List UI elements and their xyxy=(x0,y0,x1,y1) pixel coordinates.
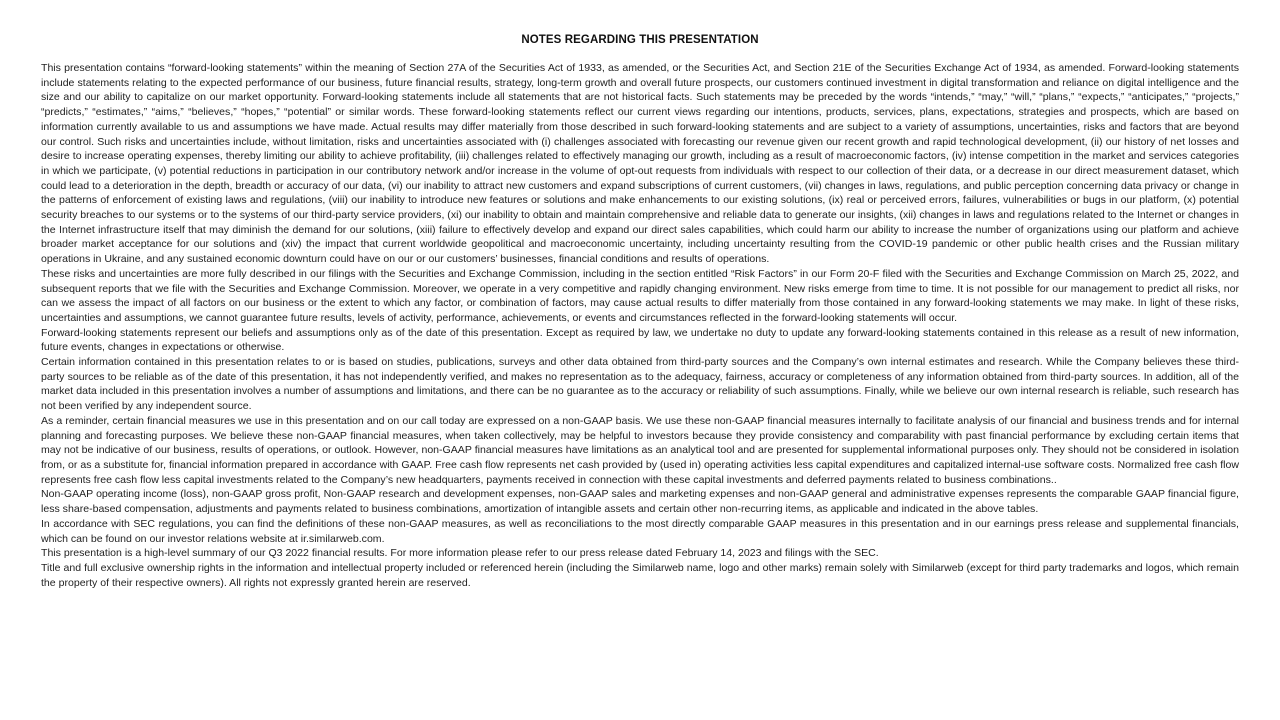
page-title: NOTES REGARDING THIS PRESENTATION xyxy=(521,34,759,46)
third-party-data-paragraph: Certain information contained in this presentation relates to or is based on studies, publications, surveys and other data obtained from third-party sources and the Company’s own internal estimates and research. While the Company believes these third-party sources to be reliable as of the date of this presentation, it has not independently verified, and makes no representation as to the adequacy, fairness, accuracy or completeness of any information obtained from third-party sources. In addition, all of the market data included in this presentation involves a number of assumptions and limitations, and there can be no guarantee as to the accuracy or reliability of such assumptions. Finally, while we believe our own internal research is reliable, such research has not been verified by any independent source. xyxy=(41,356,1239,413)
ownership-rights-paragraph: Title and full exclusive ownership rights in the information and intellectual property included or referenced herein (including the Similarweb name, logo and other marks) remain solely with Similarweb (except for third party trademarks and logos, which remain the property of their respective owners). All rights not expressly granted herein are reserved. xyxy=(41,561,1239,589)
non-gaap-reminder-paragraph: As a reminder, certain financial measures we use in this presentation and on our call today are expressed on a non-GAAP basis. We use these non-GAAP financial measures internally to facilitate analysis of our financial and business trends and for internal planning and forecasting purposes. We believe these non-GAAP financial measures, when taken collectively, may be helpful to investors because they provide consistency and comparability with past financial performance by excluding certain items that may not be indicative of our business, results of operations, or outlook. However, non-GAAP financial measures have limitations as an analytical tool and are presented for supplemental informational purposes only. They should not be considered in isolation from, or as a substitute for, financial information prepared in accordance with GAAP. Free cash flow represents net cash provided by (used in) operating activities less capital expenditures and capitalized internal-use software costs. Normalized free cash flow represents free cash flow less capital investments related to the Company’s new headquarters, payments received in connection with these capital investments and deferred payments related to business combinations.. xyxy=(41,414,1239,486)
non-gaap-definitions-paragraph: Non-GAAP operating income (loss), non-GAAP gross profit, Non-GAAP research and development expenses, non-GAAP sales and marketing expenses and non-GAAP general and administrative expenses represents the comparable GAAP financial figure, less share-based compensation, adjustments and payments related to business combinations, amortization of intangible assets and certain other non-recurring items, as applicable and indicated in the above tables. xyxy=(41,488,1239,516)
beliefs-assumptions-paragraph: Forward-looking statements represent our beliefs and assumptions only as of the date of this presentation. Except as required by law, we undertake no duty to update any forward-looking statements contained in this release as a result of new information, future events, changes in expectations or otherwise. xyxy=(41,326,1239,354)
forward-looking-statements-paragraph: This presentation contains “forward-looking statements” within the meaning of Section 27A of the Securities Act of 1933, as amended, or the Securities Act, and Section 21E of the Securities Exchange Act of 1934, as amended. Forward-looking statements include statements relating to the expected performance of our business, future financial results, strategy, long-term growth and overall future prospects, our customers continued investment in digital transformation and reliance on digital intelligence and the size and our ability to capitalize on our market opportunity. Forward-looking statements include all statements that are not historical facts. Such statements may be preceded by the words “intends,” “may,” “will,” “plans,” “expects,” “anticipates,” “projects,” “predicts,” “estimates,” “aims,” “believes,” “hopes,” “potential” or similar words. These forward-looking statements reflect our current views regarding our intentions, products, services, plans, expectations, strategies and prospects, which are based on information currently available to us and assumptions we have made. Actual results may differ materially from those described in such forward-looking statements and are subject to a variety of assumptions, uncertainties, risks and factors that are beyond our control. Such risks and uncertainties include, without limitation, risks and uncertainties associated with (i) challenges associated with forecasting our revenue given our recent growth and rapid technological development, (ii) our history of net losses and desire to increase operating expenses, thereby limiting our ability to achieve profitability, (iii) challenges related to effectively managing our growth, including as a result of macroeconomic factors, (iv) intense competition in the market and services categories in which we participate, (v) potential reductions in participation in our contributory network and/or increase in the volume of opt-out requests from individuals with respect to our collection of their data, or a decrease in our direct measurement dataset, which could lead to a deterioration in the depth, breadth or accuracy of our data, (vi) our inability to attract new customers and expand subscriptions of current customers, (vii) changes in laws, regulations, and public perception concerning data privacy or change in the patterns of enforcement of existing laws and regulations, (viii) our inability to introduce new features or solutions and make enhancements to our existing solutions, (ix) real or perceived errors, failures, vulnerabilities or bugs in our platform, (x) potential security breaches to our systems or to the systems of our third-party service providers, (xi) our inability to obtain and maintain comprehensive and reliable data to generate our insights, (xii) changes in laws and regulations related to the Internet or changes in the Internet infrastructure itself that may diminish the demand for our solutions, (xiii) failure to effectively develop and expand our direct sales capabilities, which could harm our ability to increase the number of organizations using our platform and achieve broader market acceptance for our solutions and (xiv) the impact that current worldwide geopolitical and macroeconomic uncertainty, including uncertainty resulting from the COVID-19 pandemic or other public health crises and the Russian military operations in Ukraine, and any sustained economic downturn could have on our or our customers’ businesses, financial conditions and results of operations. xyxy=(41,62,1239,266)
summary-paragraph: This presentation is a high-level summary of our Q3 2022 financial results. For more information please refer to our press release dated February 14, 2023 and filings with the SEC. xyxy=(41,547,879,560)
sec-regulations-paragraph: In accordance with SEC regulations, you can find the definitions of these non-GAAP measures, as well as reconciliations to the most directly comparable GAAP measures in this presentation and in our earnings press release and supplemental financials, which can be found on our investor relations website at ir.similarweb.com. xyxy=(41,517,1239,545)
risk-filings-paragraph: These risks and uncertainties are more fully described in our filings with the Securities and Exchange Commission, including in the section entitled “Risk Factors” in our Form 20-F filed with the Securities and Exchange Commission on March 25, 2022, and subsequent reports that we file with the Securities and Exchange Commission. Moreover, we operate in a very competitive and rapidly changing environment. New risks emerge from time to time. It is not possible for our management to predict all risks, nor can we assess the impact of all factors on our business or the extent to which any factor, or combination of factors, may cause actual results to differ materially from those contained in any forward-looking statements we may make. In light of these risks, uncertainties and assumptions, we cannot guarantee future results, levels of activity, performance, achievements, or events and circumstances reflected in the forward-looking statements will occur. xyxy=(41,267,1239,324)
notes-body xyxy=(41,61,1239,590)
